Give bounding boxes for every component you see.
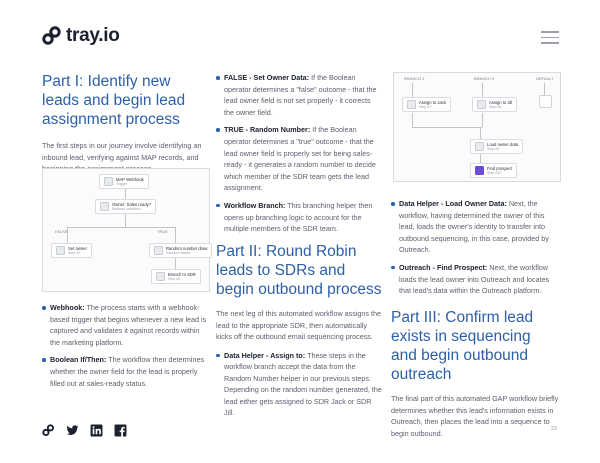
node-random-number[interactable]: Random number draw Random helper: [149, 243, 212, 258]
random-icon: [154, 246, 163, 255]
hamburger-menu-icon[interactable]: [541, 31, 559, 48]
bullet-true-random: TRUE - Random Number: If the Boolean operator determines a "true" outcome - that the lead owner field is properly set for being sales-ready - it generates a random number to decide which member of the SDR team gets the lead assignment.: [216, 124, 382, 194]
part2-intro: The next leg of this automated workflow assigns the lead to the appropriate SDR, then automatically kicks off the outbound email sequencing process.: [216, 309, 382, 341]
footer-social: [42, 424, 127, 437]
page-number: 23: [551, 426, 558, 432]
boolean-icon: [100, 202, 109, 211]
col2-bullets: [216, 72, 382, 241]
default-label: DEFAULT: [536, 76, 554, 81]
part1-heading: Part I: Identify new leads and begin lead assignment process: [42, 73, 186, 128]
node-set-owner[interactable]: Set owner Step #3: [51, 243, 92, 258]
data-helper-icon: [475, 142, 484, 151]
part3-heading: Part III: Confirm lead exists in sequencing and begin outbound outreach: [391, 309, 534, 383]
data-helper-icon: [407, 100, 416, 109]
data-helper-icon: [477, 100, 486, 109]
part2-heading: Part II: Round Robin leads to SDRs and begin outbound process: [216, 243, 382, 298]
false-branch-label: FALSE: [55, 229, 68, 234]
tray-logo-icon[interactable]: [42, 424, 55, 437]
part1-intro: The first steps in our journey involve identifying an inbound lead, verifying against MAP records, and: [42, 141, 202, 162]
twitter-icon[interactable]: [66, 424, 79, 437]
webhook-icon: [104, 177, 113, 186]
part2-section: [216, 242, 382, 425]
bullet-assign-to: Data Helper - Assign to: These steps in the workflow branch accept the data from the Random Number helper in our previous steps. Depending on the random number generated, the lead either gets assigned to SDR Jack or SDR Jill.: [216, 350, 382, 420]
col3-bullets: [391, 198, 559, 303]
node-load-owner[interactable]: Load owner data Step #9: [470, 139, 523, 154]
node-branch[interactable]: Branch to SDR Step #5: [151, 269, 201, 284]
bullet-load-owner-data: Data Helper - Load Owner Data: Next, the workflow, having determined the owner of this lead, loads the owner's identity to transfer into outbound sequencing, in this case, provided by Outreach.: [391, 198, 559, 256]
bullet-boolean: Boolean If/Then: The workflow then determines whether the owner field for the lead is properly filled out at sales-ready status.: [42, 354, 210, 389]
brand-name: tray.io: [66, 25, 120, 46]
workflow-diagram-part2: [393, 72, 561, 182]
branch2-label: BRANCH 2: [474, 76, 495, 81]
part3-intro: The final part of this automated GAP workflow briefly determines whether this lead's information exists in Outreach, then places the lead into a sequence to begin outbound.: [391, 394, 559, 438]
node-assign-jack[interactable]: Assign to Jack Step #7: [402, 97, 451, 112]
part3-section: [391, 308, 559, 439]
brand-logo[interactable]: [42, 25, 120, 47]
true-branch-label: TRUE: [157, 229, 168, 234]
tray-logo-icon: [42, 26, 62, 46]
bullet-find-prospect: Outreach - Find Prospect: Next, the workflow loads the lead owner into Outreach and locates that lead's data within the Outreach platform.: [391, 262, 559, 297]
branch-icon: [156, 272, 165, 281]
node-map-webhook[interactable]: MAP Webhook Trigger: [99, 174, 149, 189]
part1-section: [42, 72, 210, 175]
workflow-diagram-part1: [42, 168, 210, 292]
node-find-prospect[interactable]: Find prospect Step #10: [470, 163, 517, 178]
bullet-webhook: Webhook: The process starts with a webhook-based trigger that begins whenever a new lead is captured and validates it against records within the marketing platform.: [42, 302, 210, 348]
outreach-icon: [475, 166, 484, 175]
bullet-workflow-branch: Workflow Branch: This branching helper then opens up branching logic to account for the multiple members of the SDR team.: [216, 200, 382, 235]
linkedin-icon[interactable]: [90, 424, 103, 437]
facebook-icon[interactable]: [114, 424, 127, 437]
default-empty-box: [539, 95, 552, 108]
branch1-label: BRANCH 1: [404, 76, 425, 81]
data-helper-icon: [56, 246, 65, 255]
node-assign-jill[interactable]: Assign to Jill Step #8: [472, 97, 517, 112]
part2-bullets: [216, 350, 382, 420]
node-boolean[interactable]: Owner: Sales ready? Boolean condition: [95, 199, 156, 214]
part1-bullets: [42, 302, 210, 395]
bullet-false-set-owner: FALSE - Set Owner Data: If the Boolean operator determines a "false" outcome - that the lead owner field is not set properly - it corrects the owner field.: [216, 72, 382, 118]
